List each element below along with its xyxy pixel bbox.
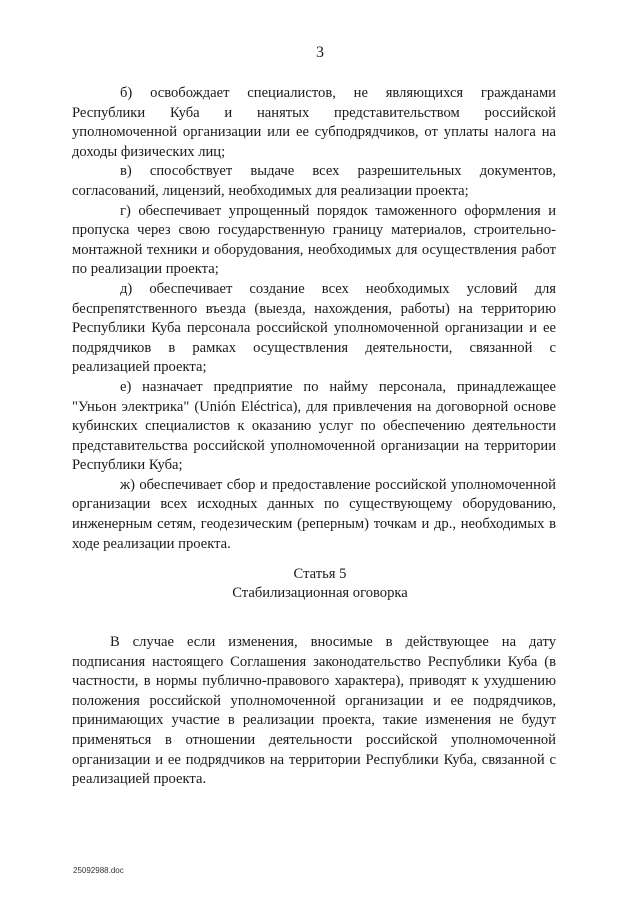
- list-item-g: г) обеспечивает упрощенный порядок таможенного оформления и пропуска через свою государственную границу материалов, строительно-монтажной техники и оборудования, необходимых для осуществления работ по реализации проекта;: [72, 202, 556, 278]
- article-paragraph: В случае если изменения, вносимые в действующее на дату подписания настоящего Соглашения законодательство Республики Куба (в частности, в нормы публично-правового характера), приводят к ухудшению положения российской уполномоченной организации и ее подрядчиков, принимающих участие в реализации проекта, такие изменения не будут применяться в отношении деятельности российской уполномоченной организации и ее подрядчиков на территории Республики Куба, связанной с реализацией проекта.: [72, 634, 556, 788]
- article-title: Стабилизационная оговорка: [232, 585, 408, 601]
- list-item-d: д) обеспечивает создание всех необходимых условий для беспрепятственного въезда (выезда, нахождения, работы) на территорию Республики Куба персонала российской уполномоченной организации и ее подрядчиков в рамках осуществления деятельности, связанной с реализацией проекта;: [72, 280, 556, 376]
- document-file-code: 25092988.doc: [73, 866, 124, 875]
- article-body: [72, 633, 556, 790]
- obligations-list: [72, 84, 556, 554]
- page-number: 3: [316, 44, 324, 61]
- list-item-zh: ж) обеспечивает сбор и предоставление российской уполномоченной организации всех исходных данных по существующему оборудованию, инженерным сетям, геодезическим (реперным) точкам и др., необходимых в ходе реализации проекта.: [72, 476, 556, 552]
- list-item-e: е) назначает предприятие по найму персонала, принадлежащее "Уньон электрика" (Unión Eléctrica), для привлечения на договорной основе кубинских специалистов к оказанию услуг по обеспечению деятельности представительства российской уполномоченной организации на территории Республики Куба;: [72, 378, 556, 474]
- list-item-v: в) способствует выдаче всех разрешительных документов, согласований, лицензий, необходимых для реализации проекта;: [72, 163, 556, 199]
- list-item-b: б) освобождает специалистов, не являющихся гражданами Республики Куба и нанятых представительством российской уполномоченной организации или ее субподрядчиков, от уплаты налога на доходы физических лиц;: [72, 85, 556, 160]
- article-number: Статья 5: [293, 566, 347, 582]
